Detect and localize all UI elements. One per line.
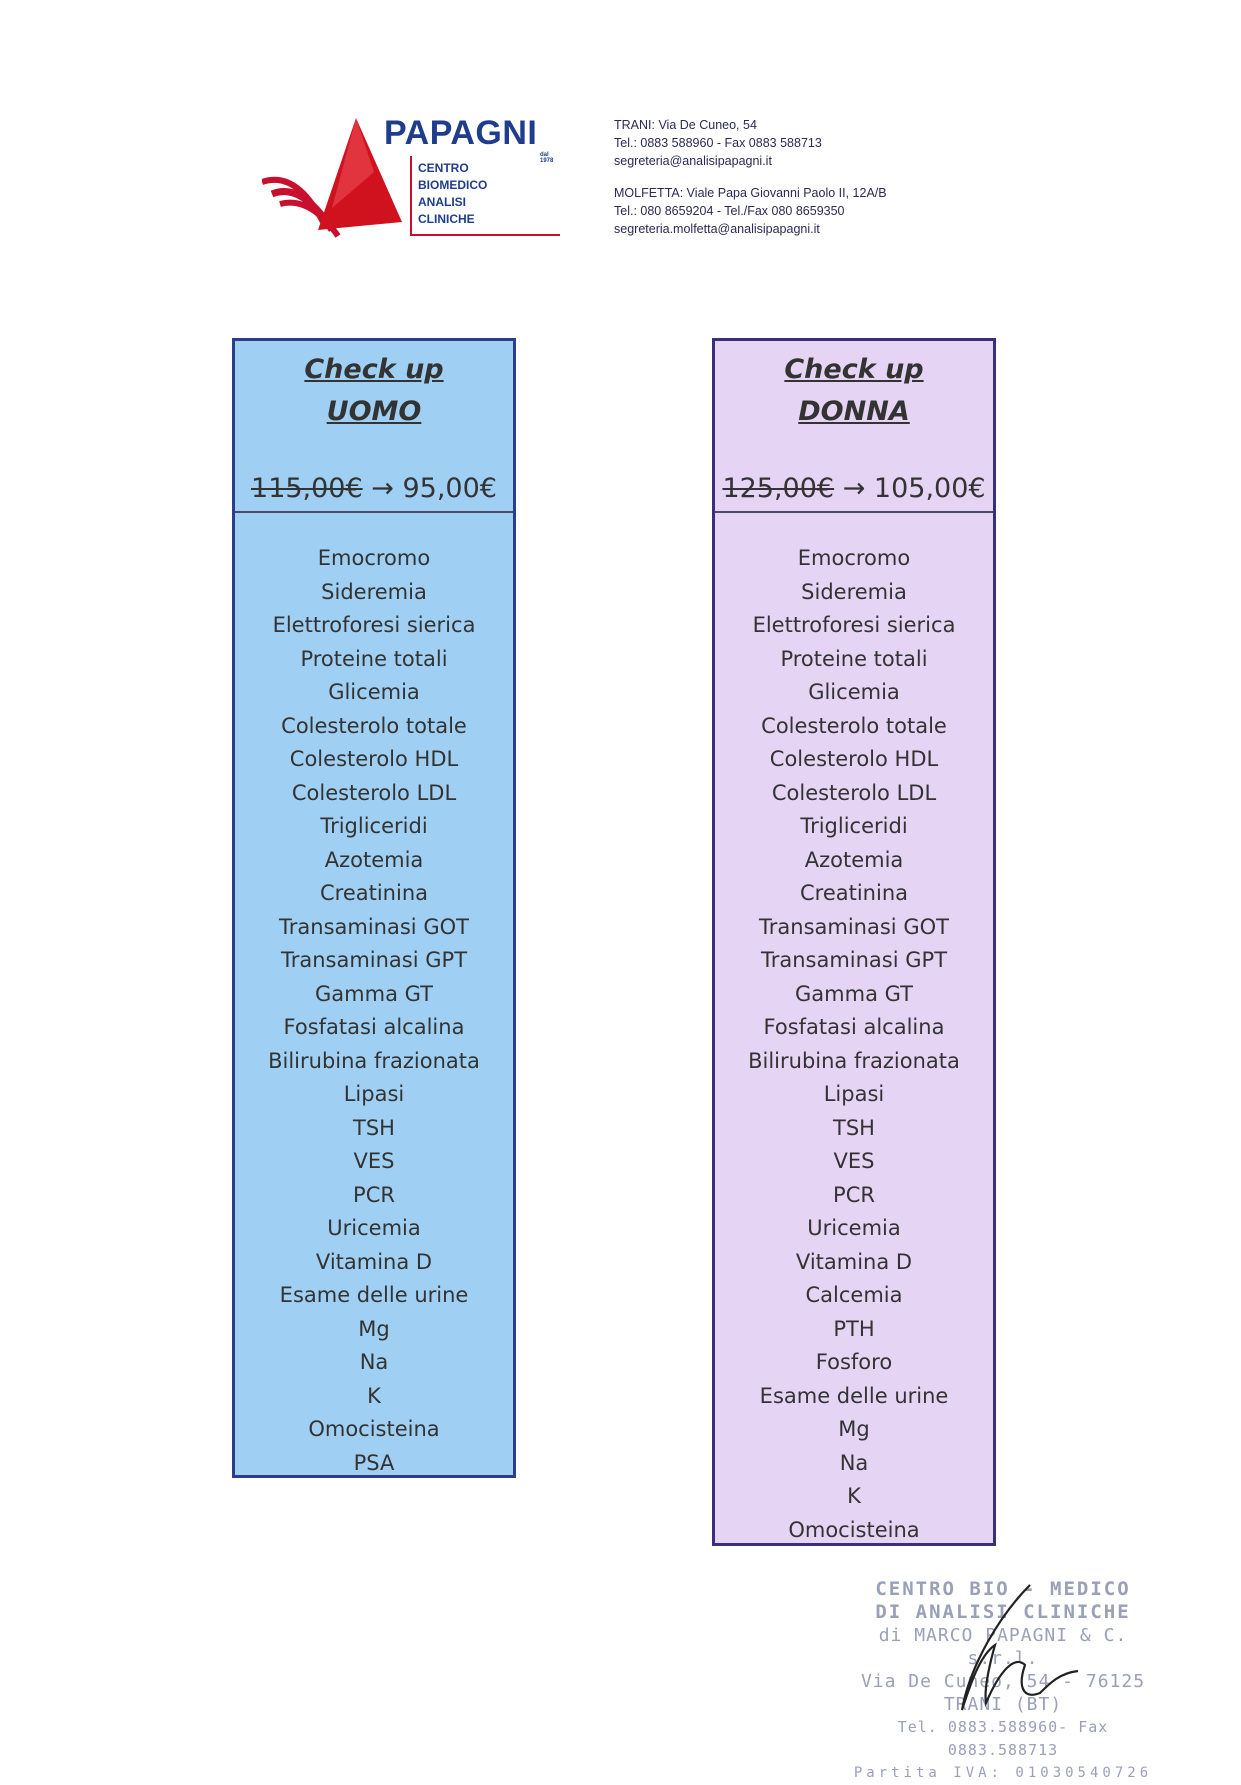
exam-item: Omocisteina	[788, 1517, 920, 1542]
exam-item: Uricemia	[807, 1216, 901, 1240]
exam-item: TSH	[833, 1115, 875, 1140]
exam-item: Na	[359, 1350, 389, 1374]
brand-name: PAPAGNI	[384, 114, 538, 152]
exam-item: Proteine totali	[780, 646, 928, 671]
old-price: 115,00€	[251, 473, 363, 504]
exam-item: PSA	[353, 1450, 395, 1475]
arrow-right-icon: →	[842, 473, 866, 504]
exam-item: PTH	[833, 1316, 875, 1341]
old-price: 125,00€	[722, 473, 835, 504]
checkup-uomo-card	[232, 338, 516, 1478]
exam-item: Lipasi	[823, 1082, 885, 1106]
molfetta-phone: Tel.: 080 8659204 - Tel./Fax 080 8659350	[614, 204, 845, 218]
divider	[235, 511, 513, 513]
exam-item: Trigliceridi	[800, 814, 908, 838]
company-stamp: CENTRO BIO - MEDICO DI ANALISI CLINICHE di MARCO PAPAGNI & C. s.r.l. Via De Cuneo, 54 - 76125 TRANI (BT) Tel. 0883.588960- Fax 0883.588713 Partita IVA: 01030540726	[853, 1578, 1153, 1781]
signature-icon	[900, 1575, 1100, 1715]
exam-item: Gamma GT	[315, 981, 433, 1006]
exam-list	[235, 542, 513, 1480]
card-title: Check up DONNA	[784, 354, 924, 427]
exam-item: Proteine totali	[300, 646, 448, 671]
exam-item: Mg	[838, 1417, 870, 1441]
exam-item: Transaminasi GOT	[279, 914, 469, 939]
molfetta-address: MOLFETTA: Viale Papa Giovanni Paolo II, 12A/B	[614, 186, 887, 200]
exam-item: Calcemia	[805, 1283, 903, 1307]
exam-item: Elettroforesi sierica	[752, 613, 956, 637]
exam-item: K	[847, 1484, 861, 1508]
exam-item: K	[367, 1383, 381, 1408]
exam-item: Colesterolo HDL	[769, 747, 939, 771]
card-title: Check up UOMO	[304, 354, 444, 427]
trani-address: TRANI: Via De Cuneo, 54	[614, 118, 757, 132]
exam-item: Sideremia	[801, 579, 907, 604]
logo-frame-line	[410, 156, 412, 236]
exam-item: Azotemia	[324, 847, 424, 872]
divider	[715, 511, 993, 513]
exam-item: Gamma GT	[795, 981, 913, 1006]
card-price	[715, 467, 993, 511]
logo-frame-line	[410, 234, 560, 236]
exam-item: Colesterolo LDL	[771, 780, 937, 805]
exam-item: PCR	[353, 1182, 395, 1207]
trani-phone: Tel.: 0883 588960 - Fax 0883 588713	[614, 136, 822, 150]
exam-item: Emocromo	[317, 546, 431, 570]
exam-item: Vitamina D	[315, 1249, 433, 1274]
arrow-right-icon: →	[371, 473, 394, 504]
exam-item: Uricemia	[327, 1216, 421, 1240]
exam-item: Glicemia	[328, 680, 420, 704]
exam-item: Lipasi	[343, 1082, 405, 1106]
exam-list	[715, 542, 993, 1547]
exam-item: Glicemia	[808, 680, 900, 704]
exam-item: Na	[839, 1450, 869, 1475]
exam-item: VES	[353, 1149, 395, 1173]
exam-item: VES	[833, 1149, 875, 1173]
exam-item: Transaminasi GPT	[760, 948, 948, 972]
exam-item: Trigliceridi	[320, 814, 428, 838]
exam-item: Bilirubina frazionata	[748, 1048, 960, 1073]
exam-item: Colesterolo totale	[761, 713, 947, 738]
new-price: 105,00€	[873, 473, 986, 504]
exam-item: Colesterolo totale	[281, 713, 467, 738]
new-price: 95,00€	[402, 473, 497, 504]
exam-item: Vitamina D	[795, 1249, 913, 1274]
checkup-donna-card	[712, 338, 996, 1546]
exam-item: Mg	[358, 1316, 390, 1341]
exam-item: Creatinina	[319, 881, 428, 905]
exam-item: Elettroforesi sierica	[272, 613, 476, 637]
company-logo	[262, 112, 562, 240]
exam-item: Transaminasi GOT	[759, 914, 949, 939]
exam-item: Esame delle urine	[759, 1383, 949, 1408]
exam-item: Sideremia	[321, 579, 427, 604]
exam-item: Colesterolo LDL	[291, 780, 457, 805]
exam-item: Creatinina	[799, 881, 908, 905]
exam-item: Colesterolo HDL	[289, 747, 459, 771]
exam-item: Esame delle urine	[279, 1283, 469, 1307]
trani-email[interactable]: segreteria@analisipapagni.it	[614, 154, 772, 168]
card-price	[235, 467, 513, 511]
exam-item: Fosfatasi alcalina	[283, 1015, 465, 1039]
exam-item: PCR	[833, 1182, 875, 1207]
exam-item: Fosfatasi alcalina	[763, 1015, 945, 1039]
exam-item: Fosforo	[815, 1350, 893, 1374]
molfetta-email[interactable]: segreteria.molfetta@analisipapagni.it	[614, 222, 820, 236]
exam-item: Transaminasi GPT	[280, 948, 468, 972]
brand-since: dal 1978	[540, 152, 554, 164]
exam-item: TSH	[353, 1115, 395, 1140]
contact-info	[614, 116, 887, 238]
exam-item: Bilirubina frazionata	[268, 1048, 480, 1073]
brand-subtitle: CENTRO BIOMEDICO ANALISI CLINICHE	[418, 161, 488, 226]
exam-item: Omocisteina	[308, 1417, 440, 1441]
exam-item: Emocromo	[797, 546, 911, 570]
exam-item: Azotemia	[804, 847, 904, 872]
